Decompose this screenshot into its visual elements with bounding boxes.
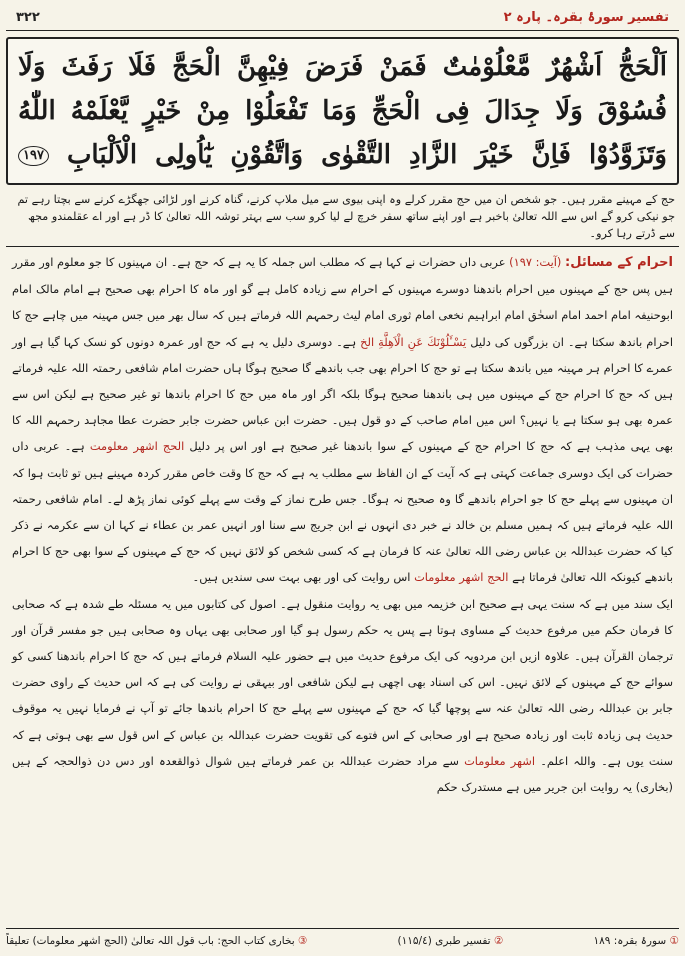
quran-line-2: فُسُوْقَ وَلَا جِدَالَ فِى الْحَجِّ وَمَا تَفْعَلُوْا مِنْ خَيْرٍ يَّعْلَمْهُ اللّٰهُ (18, 96, 667, 126)
commentary-body (6, 247, 679, 800)
footnote-2-text: تفسیر طبری (۱۱۵/٤) (397, 935, 491, 947)
running-title: تفسیر سورۂ بقرہ۔ پارہ ۲ (503, 9, 669, 25)
footnote-2-number: ② (493, 935, 504, 947)
footnotes (6, 928, 679, 950)
section-heading: احرام کے مسائل: (565, 255, 673, 270)
ayah-quote: يَسْـَٔلُوْنَكَ عَنِ الْاَهِلَّةِ الخ (360, 334, 467, 349)
ayah-number-marker: ۱۹۷ (18, 146, 49, 166)
page-number: ۳۲۲ (16, 9, 40, 25)
quran-line-3-wrap (18, 133, 667, 177)
text-para6: سے مراد حضرت عبداللہ بن عمر فرماتے ہیں شوال ذوالقعدہ اور دس دن ذوالحجہ کے ہیں (بخاری) یہ روایت ابن جریر میں ہے مستدرک حکم (12, 753, 673, 795)
text-para1: عربی داں حضرات نے کہا ہے کہ مطلب اس جملہ کا یہ ہے کہ حج ہے۔ ان مہینوں کا جو معلوم اور مقرر ہیں پس حج کے مہینوں میں احرام باندھنا دوسرے مہینوں کے احرام سے زیادہ کامل ہے گو اور ماہ کا احرام بھی صحیح ہے امام مالک امام ابوحنیفہ امام احمد امام اسحٰق امام ابراہیم نخعی امام ثوری امام لیث رحمہم اللہ فرماتے ہیں کہ سال بھر میں جس مہینہ میں چاہے حج کا احرام باندھ سکتا ہے۔ ان بزرگوں کی دلیل (12, 255, 674, 349)
paragraph-1 (12, 249, 673, 591)
text-para3: ہے۔ عربی داں حضرات کی ایک دوسری جماعت کہتی ہے کہ آیت کے ان الفاظ سے مطلب یہ ہے کہ حج کا وقت خاص مقرر کردہ مہینے ہیں تو ثابت ہوا کہ ان مہینوں سے پہلے حج کا جو احرام باندھے گا وہ صحیح نہ ہوگا۔ جس طرح نماز کے وقت سے پہلے کوئی نماز پڑھ لے۔ امام شافعی رحمتہ اللہ علیہ فرماتے ہیں کہ ہمیں مسلم بن خالد نے خبر دی انہوں نے ابن جریج سے سنا اور انہیں عمر بن عطاء نے کہا ان سے عکرمہ نے ذکر کیا کہ حضرت عبداللہ بن عباس رضی اللہ تعالیٰ عنہ کا فرمان ہے کہ کسی شخص کو لائق نہیں کہ حج کے مہینوں کے سوا بھی حج کا احرام باندھے کیونکہ اللہ تعالیٰ فرماتا ہے (12, 439, 673, 585)
quote-red-1: الحج اشھر معلومت (89, 439, 185, 454)
quran-line-1: اَلْحَجُّ اَشْهُرٌ مَّعْلُوْمٰتٌ فَمَنْ فَرَضَ فِيْهِنَّ الْحَجَّ فَلَا رَفَثَ وَلَا (18, 52, 667, 82)
translation: حج کے مہینے مقرر ہیں۔ جو شخص ان میں حج مقرر کرلے وہ اپنی بیوی سے میل ملاپ کرنے، گناہ کرنے اور لڑائی جھگڑے کرنے سے بچتا رہے تم جو نیکی کرو گے اس سے اللہ تعالیٰ باخبر ہے اور اپنے ساتھ سفر خرچ لے لیا کرو سب سے بہتر توشہ اللہ تعالیٰ کا ڈر ہے اور اے عقلمندو مجھ سے ڈرتے رہا کرو۔ (6, 191, 679, 247)
footnote-1-text: سورۂ بقرہ: ۱۸۹ (593, 935, 667, 947)
footnote-row (6, 933, 679, 950)
footnote-3-number: ③ (298, 935, 308, 947)
text-para4: اس روایت کی اور بھی بہت سی سندیں ہیں۔ (192, 570, 411, 585)
ayah-reference: (آیت: ۱۹۷) (509, 255, 562, 269)
quote-red-2: الحج اشھر معلومات (414, 570, 509, 585)
text-para2: ہے۔ دوسری دلیل یہ ہے کہ حج اور عمرہ دونوں کو نسک کہا گیا ہے اور عمرے کا احرام ہر مہینہ میں باندھ سکتا ہے تو حج کا احرام بھی جب باندھے گا صحیح ہوگا ہاں حضرت امام شافعی رحمتہ اللہ علیہ فرماتے ہیں کہ حج کا احرام حج کے مہینوں میں ہی باندھنا صحیح ہوگا بلکہ اگر اور ماہ میں حج کا احرام باندھا تو غیر صحیح ہے لیکن اس سے عمرہ بھی ہو سکتا ہے یا نہیں؟ اس میں امام صاحب کے دو قول ہیں۔ حضرت ابن عباس حضرت جابر حضرت عطا مجاہد رحمہم اللہ کا بھی یہی مذہب ہے کہ حج کا احرام حج کے مہینوں کے سوا باندھنا غیر صحیح ہے اور اس پر دلیل (12, 334, 673, 454)
footnote-2 (398, 933, 504, 950)
paragraph-2 (12, 591, 673, 801)
footnote-1-number: ① (669, 935, 679, 947)
footnote-1 (593, 933, 679, 950)
quote-red-3: اشھر معلومات (464, 753, 536, 768)
text-para5: ایک سند میں ہے کہ سنت یہی ہے صحیح ابن خزیمہ میں بھی یہ روایت منقول ہے۔ اصول کی کتابوں میں یہ مسئلہ طے شدہ ہے کہ صحابی کا فرمان حکم میں مرفوع حدیث کے مساوی ہوتا ہے پس یہ حکم رسول ہو گیا اور صحابی بھی یہاں وہ صحابی ہیں جو مفسر قرآن اور ترجمان القرآن ہیں۔ علاوہ ازیں ابن مردویہ کی ایک مرفوع حدیث میں ہے حضور علیہ السلام فرماتے ہیں کہ حج کا احرام باندھنا کسی کو سوائے حج کے مہینوں کے لائق نہیں۔ اس کی اسناد بھی اچھی ہے لیکن شافعی اور بیہقی نے روایت کی ہے کہ اس حدیث کے راوی حضرت جابر بن عبداللہ رضی اللہ تعالیٰ عنہ سے پوچھا گیا کہ حج کے مہینوں سے پہلے حج کا احرام باندھا جائے تو آپ نے فرمایا نہیں یہ موقوف حدیث ہی زیادہ ثابت اور زیادہ صحیح ہے اور صحابی کے اس فتوے کی تقویت حضرت عبداللہ بن عباس کے اس قول سے بھی ہوتی ہے کہ سنت یوں ہے۔ واللہ اعلم۔ (12, 596, 673, 768)
page-header (6, 4, 679, 31)
footnote-3 (6, 933, 307, 950)
footnote-3-text: بخاری کتاب الحج: باب قول اللہ تعالیٰ (الحج اشھر معلومات) تعلیقاً (6, 935, 295, 947)
quran-line-3: وَتَزَوَّدُوْا فَاِنَّ خَيْرَ الزَّادِ التَّقْوٰى وَاتَّقُوْنِ يٰٓاُولِى الْاَلْبَابِ (66, 140, 667, 170)
quran-verse-box (6, 37, 679, 185)
